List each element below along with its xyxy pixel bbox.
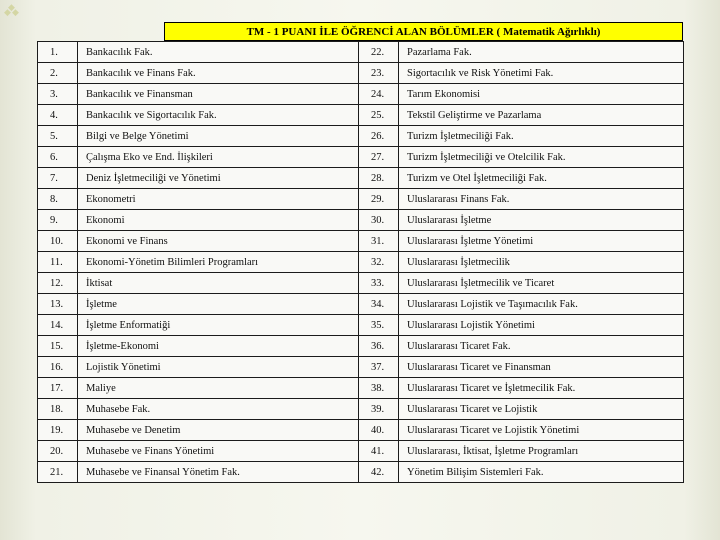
row-number: 39.	[359, 399, 399, 420]
program-name: Uluslararası İşletmecilik	[399, 252, 684, 273]
program-name: Muhasebe ve Denetim	[78, 420, 359, 441]
program-name: Uluslararası Ticaret ve Finansman	[399, 357, 684, 378]
program-name: Muhasebe ve Finansal Yönetim Fak.	[78, 462, 359, 483]
table-row	[38, 357, 684, 378]
program-name: Ekonomi-Yönetim Bilimleri Programları	[78, 252, 359, 273]
table-row	[38, 147, 684, 168]
program-name: Uluslararası, İktisat, İşletme Programları	[399, 441, 684, 462]
row-number: 37.	[359, 357, 399, 378]
row-number: 38.	[359, 378, 399, 399]
row-number: 2.	[38, 63, 78, 84]
row-number: 28.	[359, 168, 399, 189]
table-row	[38, 42, 684, 63]
program-name: Uluslararası İşletme	[399, 210, 684, 231]
row-number: 30.	[359, 210, 399, 231]
table-row	[38, 273, 684, 294]
row-number: 13.	[38, 294, 78, 315]
program-name: Tarım Ekonomisi	[399, 84, 684, 105]
program-name: Uluslararası Ticaret ve Lojistik	[399, 399, 684, 420]
program-name: Turizm İşletmeciliği Fak.	[399, 126, 684, 147]
program-name: Uluslararası Ticaret ve İşletmecilik Fak.	[399, 378, 684, 399]
corner-dot-icon: ◆	[4, 8, 11, 18]
row-number: 26.	[359, 126, 399, 147]
program-name: Uluslararası İşletme Yönetimi	[399, 231, 684, 252]
row-number: 36.	[359, 336, 399, 357]
row-number: 5.	[38, 126, 78, 147]
row-number: 35.	[359, 315, 399, 336]
row-number: 40.	[359, 420, 399, 441]
row-number: 17.	[38, 378, 78, 399]
table-row	[38, 63, 684, 84]
row-number: 25.	[359, 105, 399, 126]
slide-corner-decoration	[4, 4, 18, 18]
program-name: Uluslararası Ticaret Fak.	[399, 336, 684, 357]
row-number: 22.	[359, 42, 399, 63]
program-name: Bankacılık ve Sigortacılık Fak.	[78, 105, 359, 126]
row-number: 14.	[38, 315, 78, 336]
row-number: 6.	[38, 147, 78, 168]
row-number: 9.	[38, 210, 78, 231]
program-name: Bankacılık ve Finansman	[78, 84, 359, 105]
row-number: 34.	[359, 294, 399, 315]
row-number: 41.	[359, 441, 399, 462]
table-row	[38, 441, 684, 462]
row-number: 20.	[38, 441, 78, 462]
program-name: Ekonometri	[78, 189, 359, 210]
program-name: Turizm ve Otel İşletmeciliği Fak.	[399, 168, 684, 189]
program-name: Lojistik Yönetimi	[78, 357, 359, 378]
program-name: Ekonomi ve Finans	[78, 231, 359, 252]
row-number: 32.	[359, 252, 399, 273]
row-number: 27.	[359, 147, 399, 168]
program-name: Yönetim Bilişim Sistemleri Fak.	[399, 462, 684, 483]
row-number: 8.	[38, 189, 78, 210]
row-number: 31.	[359, 231, 399, 252]
program-name: Sigortacılık ve Risk Yönetimi Fak.	[399, 63, 684, 84]
row-number: 16.	[38, 357, 78, 378]
row-number: 3.	[38, 84, 78, 105]
table-row	[38, 105, 684, 126]
table-row	[38, 189, 684, 210]
program-name: İktisat	[78, 273, 359, 294]
program-name: Uluslararası Lojistik ve Taşımacılık Fak.	[399, 294, 684, 315]
program-name: Maliye	[78, 378, 359, 399]
program-name: Muhasebe ve Finans Yönetimi	[78, 441, 359, 462]
row-number: 19.	[38, 420, 78, 441]
program-name: Çalışma Eko ve End. İlişkileri	[78, 147, 359, 168]
table-row	[38, 84, 684, 105]
program-name: Bankacılık Fak.	[78, 42, 359, 63]
row-number: 29.	[359, 189, 399, 210]
table-row	[38, 399, 684, 420]
row-number: 21.	[38, 462, 78, 483]
program-name: Tekstil Geliştirme ve Pazarlama	[399, 105, 684, 126]
corner-dot-icon: ◆	[12, 8, 19, 18]
table-row	[38, 420, 684, 441]
table-row	[38, 210, 684, 231]
program-name: Uluslararası Finans Fak.	[399, 189, 684, 210]
corner-dot-icon: ◆	[8, 3, 15, 13]
row-number: 15.	[38, 336, 78, 357]
table-row	[38, 315, 684, 336]
table-row	[38, 231, 684, 252]
program-name: Bankacılık ve Finans Fak.	[78, 63, 359, 84]
program-table	[37, 41, 684, 483]
table-row	[38, 252, 684, 273]
program-table-sheet	[37, 22, 683, 483]
row-number: 33.	[359, 273, 399, 294]
table-title: TM - 1 PUANI İLE ÖĞRENCİ ALAN BÖLÜMLER ( Matematik Ağırlıklı)	[164, 22, 683, 41]
table-row	[38, 336, 684, 357]
table-row	[38, 126, 684, 147]
table-row	[38, 462, 684, 483]
program-name: Ekonomi	[78, 210, 359, 231]
row-number: 1.	[38, 42, 78, 63]
row-number: 10.	[38, 231, 78, 252]
row-number: 24.	[359, 84, 399, 105]
row-number: 23.	[359, 63, 399, 84]
row-number: 42.	[359, 462, 399, 483]
table-row	[38, 168, 684, 189]
row-number: 7.	[38, 168, 78, 189]
program-name: Uluslararası İşletmecilik ve Ticaret	[399, 273, 684, 294]
program-name: İşletme	[78, 294, 359, 315]
program-name: Uluslararası Ticaret ve Lojistik Yönetimi	[399, 420, 684, 441]
row-number: 11.	[38, 252, 78, 273]
program-name: İşletme Enformatiği	[78, 315, 359, 336]
table-row	[38, 378, 684, 399]
row-number: 4.	[38, 105, 78, 126]
program-name: Pazarlama Fak.	[399, 42, 684, 63]
row-number: 18.	[38, 399, 78, 420]
table-row	[38, 294, 684, 315]
program-name: İşletme-Ekonomi	[78, 336, 359, 357]
program-name: Turizm İşletmeciliği ve Otelcilik Fak.	[399, 147, 684, 168]
row-number: 12.	[38, 273, 78, 294]
program-name: Bilgi ve Belge Yönetimi	[78, 126, 359, 147]
program-name: Muhasebe Fak.	[78, 399, 359, 420]
program-name: Uluslararası Lojistik Yönetimi	[399, 315, 684, 336]
program-name: Deniz İşletmeciliği ve Yönetimi	[78, 168, 359, 189]
